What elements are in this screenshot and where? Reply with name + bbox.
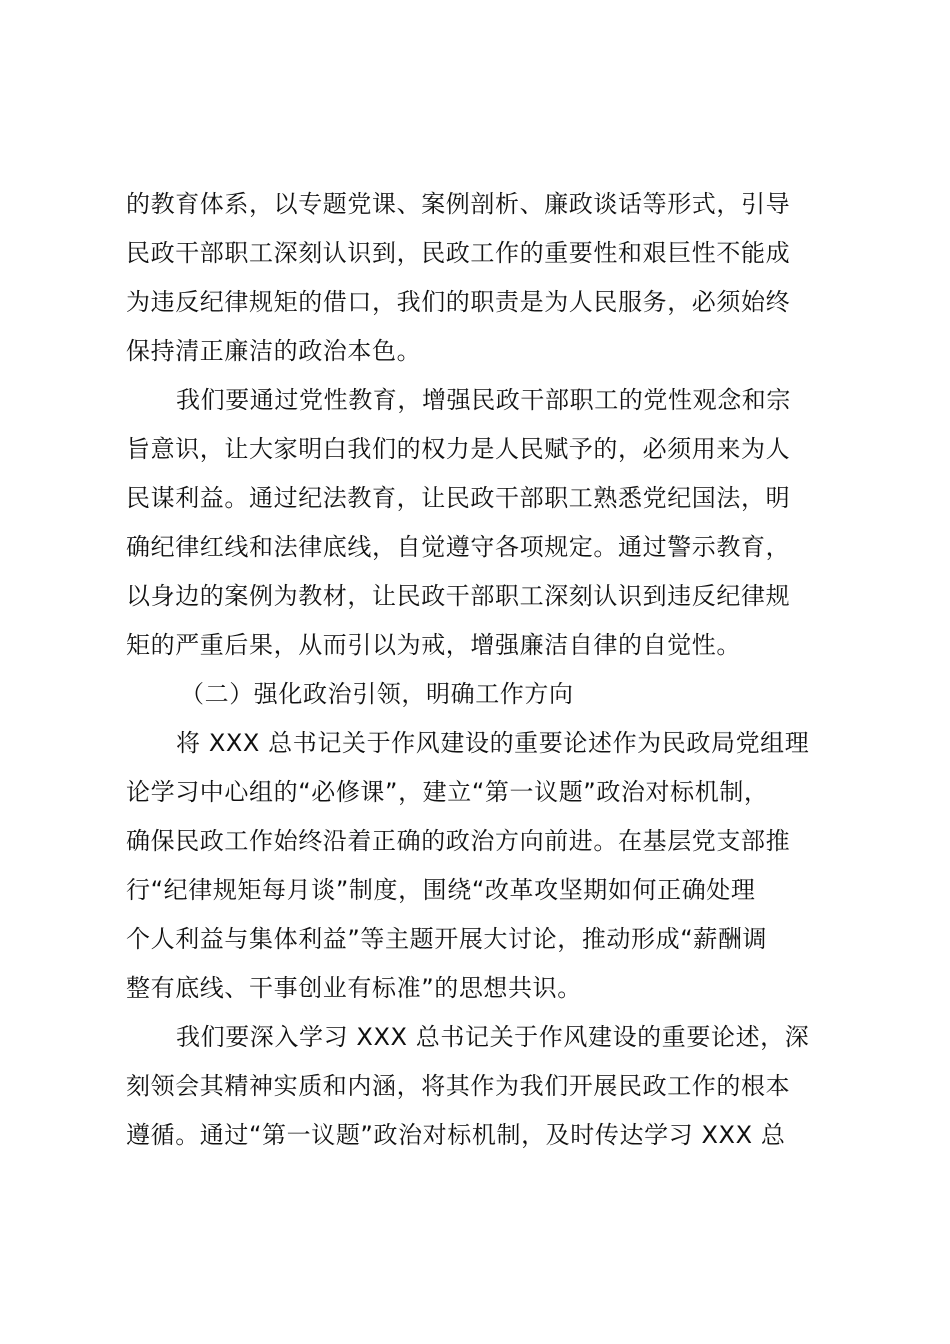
paragraph-1-line-2: 民政干部职工深刻认识到，民政工作的重要性和艰巨性不能成 — [126, 239, 791, 267]
document-body — [126, 180, 834, 1160]
paragraph-2-line-1: 我们要通过党性教育，增强民政干部职工的党性观念和宗 — [176, 386, 791, 414]
paragraph-2-line-5: 以身边的案例为教材，让民政干部职工深刻认识到违反纪律规 — [126, 582, 791, 610]
paragraph-2-line-2: 旨意识，让大家明白我们的权力是人民赋予的，必须用来为人 — [126, 435, 791, 463]
paragraph-3-line-4: 行“纪律规矩每月谈”制度，围绕“改革攻坚期如何正确处理 — [126, 876, 756, 904]
paragraph-3-line-3: 确保民政工作始终沿着正确的政治方向前进。在基层党支部推 — [126, 827, 791, 855]
paragraph-2-line-4: 确纪律红线和法律底线，自觉遵守各项规定。通过警示教育， — [126, 533, 791, 561]
paragraph-2-line-3: 民谋利益。通过纪法教育，让民政干部职工熟悉党纪国法，明 — [126, 484, 791, 512]
paragraph-3-line-5: 个人利益与集体利益”等主题开展大讨论，推动形成“薪酬调 — [126, 925, 768, 953]
paragraph-1-line-4: 保持清正廉洁的政治本色。 — [126, 337, 422, 365]
paragraph-4-line-1: 我们要深入学习 XXX 总书记关于作风建设的重要论述，深 — [176, 1023, 810, 1051]
paragraph-2-line-6: 矩的严重后果，从而引以为戒，增强廉洁自律的自觉性。 — [126, 631, 741, 659]
paragraph-3-line-2: 论学习中心组的“必修课”，建立“第一议题”政治对标机制， — [126, 778, 769, 806]
paragraph-3-line-6: 整有底线、干事创业有标准”的思想共识。 — [126, 974, 582, 1002]
paragraph-4-line-2: 刻领会其精神实质和内涵，将其作为我们开展民政工作的根本 — [126, 1072, 791, 1100]
paragraph-3-line-1: 将 XXX 总书记关于作风建设的重要论述作为民政局党组理 — [176, 729, 810, 757]
paragraph-1-line-3: 为违反纪律规矩的借口，我们的职责是为人民服务，必须始终 — [126, 288, 791, 316]
paragraph-1-line-1: 的教育体系，以专题党课、案例剖析、廉政谈话等形式，引导 — [126, 190, 791, 218]
section-heading: （二）强化政治引领，明确工作方向 — [180, 680, 574, 708]
paragraph-4-line-3: 遵循。通过“第一议题”政治对标机制，及时传达学习 XXX 总 — [126, 1121, 786, 1149]
